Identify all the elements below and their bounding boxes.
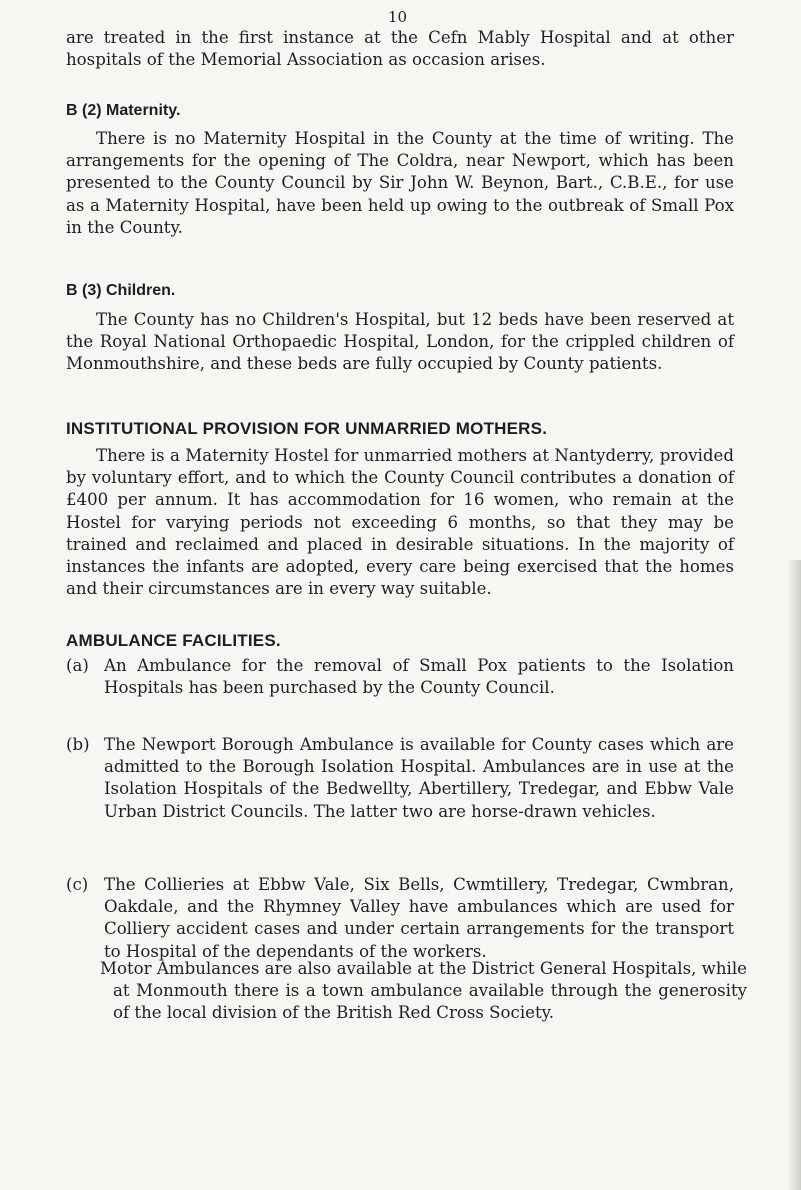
children-paragraph: The County has no Children's Hospital, but 12 beds have been reserved at the Royal National Orthopaedic Hospital, London, for the crippled children of Monmouthshire, and these beds are fully occupied by County patients. [66,310,734,374]
institutional-paragraph: There is a Maternity Hostel for unmarried mothers at Nantyderry, provided by voluntary effort, and to which the County Council contributes a donation of £400 per annum. It has accommodation for 16 women, who remain at the Hostel for varying periods not exceeding 6 months, so that they may be trained and reclaimed and placed in desirable situations. In the majority of instances the infants are adopted, every care being exercised that the homes and their circumstances are in every way suitable. [66,446,734,599]
ambulance-heading: AMBULANCE FACILITIES. [66,631,281,650]
institutional-heading: INSTITUTIONAL PROVISION FOR UNMARRIED MOTHERS. [66,419,548,438]
ambulance-item-text: The Newport Borough Ambulance is available for County cases which are admitted to the Borough Isolation Hospital. Ambulances are in use at the Isolation Hospitals of the Bedwellty, Abertillery, Tredegar, and Ebbw Vale Urban District Councils. The latter two are horse-drawn vehicles. [104,735,734,821]
ambulance-item-label: (a) [66,656,89,675]
ambulance-item-label: (b) [66,735,90,754]
maternity-paragraph: There is no Maternity Hospital in the County at the time of writing. The arrangements for the opening of The Coldra, near Newport, which has been presented to the County Council by Sir John W. Beynon, Bart., C.B.E., for use as a Maternity Hospital, have been held up owing to the outbreak of Small Pox in the County. [66,129,734,237]
ambulance-closing-paragraph: Motor Ambulances are also available at the District General Hospitals, while at Monmouth there is a town ambulance available through the generosity of the local division of the British Red Cross Society. [100,959,747,1023]
ambulance-item-label: (c) [66,875,89,894]
ambulance-item-text: An Ambulance for the removal of Small Pox patients to the Isolation Hospitals has been purchased by the County Council. [104,656,734,698]
children-heading: B (3) Children. [66,282,176,299]
intro-paragraph: are treated in the first instance at the Cefn Mably Hospital and at other hospitals of the Memorial Association as occasion arises. [66,28,734,70]
page-edge-shadow [787,560,801,1190]
page-number: 10 [388,8,408,26]
maternity-heading: B (2) Maternity. [66,102,181,119]
ambulance-item-text: The Collieries at Ebbw Vale, Six Bells, Cwmtillery, Tredegar, Cwmbran, Oakdale, and the Rhymney Valley have ambulances which are used for Colliery accident cases and under certain arrangements for the transport to Hospital of the dependants of the workers. [104,875,734,961]
